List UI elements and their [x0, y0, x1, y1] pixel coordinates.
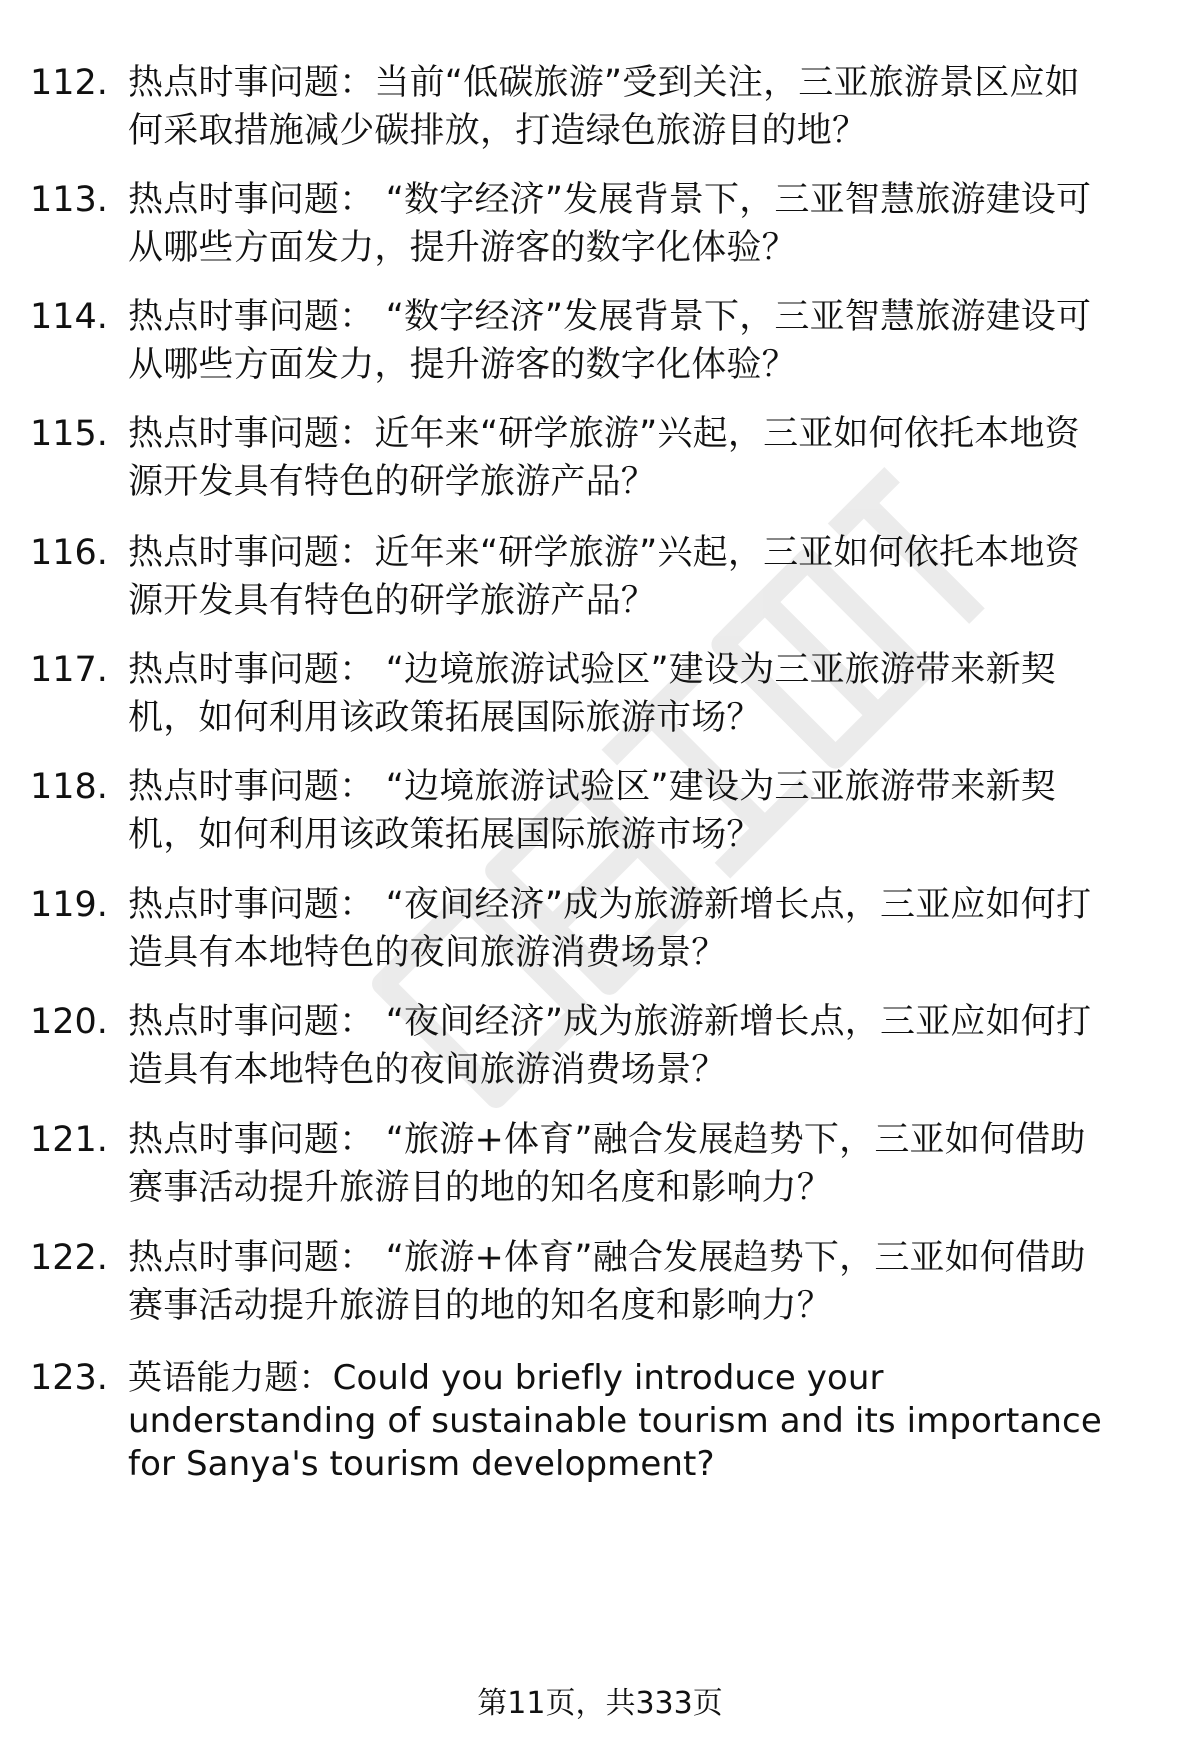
question-text-line: 热点时事问题：近年来“研学旅游”兴起，三亚如何依托本地资 — [128, 533, 1080, 573]
question-number: 120. — [30, 1002, 108, 1042]
question-text-line: 热点时事问题：近年来“研学旅游”兴起，三亚如何依托本地资 — [128, 414, 1080, 454]
question-text-line: 热点时事问题： “夜间经济”成为旅游新增长点，三亚应如何打 — [128, 1002, 1092, 1042]
question-text-line: 赛事活动提升旅游目的地的知名度和影响力？ — [128, 1286, 833, 1326]
question-text-line: 热点时事问题： “数字经济”发展背景下，三亚智慧旅游建设可 — [128, 180, 1092, 220]
question-text-line: 热点时事问题：当前“低碳旅游”受到关注，三亚旅游景区应如 — [128, 63, 1080, 103]
question-text-line: 造具有本地特色的夜间旅游消费场景？ — [128, 1050, 727, 1090]
question-text-line: 源开发具有特色的研学旅游产品？ — [128, 581, 657, 621]
question-number: 117. — [30, 650, 108, 690]
question-text-line: 热点时事问题： “旅游+体育”融合发展趋势下，三亚如何借助 — [128, 1120, 1086, 1160]
question-number: 116. — [30, 533, 108, 573]
question-text-line: 热点时事问题： “夜间经济”成为旅游新增长点，三亚应如何打 — [128, 885, 1092, 925]
question-number: 122. — [30, 1238, 108, 1278]
question-number: 115. — [30, 414, 108, 454]
question-number: 114. — [30, 297, 108, 337]
question-text-line: understanding of sustainable tourism and its importance — [128, 1401, 1102, 1441]
question-text-line: 从哪些方面发力，提升游客的数字化体验？ — [128, 228, 797, 268]
question-text-line: 机，如何利用该政策拓展国际旅游市场？ — [128, 815, 762, 855]
question-text-line: 何采取措施减少碳排放，打造绿色旅游目的地？ — [128, 111, 868, 151]
question-text-line: 热点时事问题： “数字经济”发展背景下，三亚智慧旅游建设可 — [128, 297, 1092, 337]
question-text-line: 造具有本地特色的夜间旅游消费场景？ — [128, 933, 727, 973]
question-number: 113. — [30, 180, 108, 220]
page-indicator: 第11页，共333页 — [477, 1686, 723, 1721]
question-text-line: 从哪些方面发力，提升游客的数字化体验？ — [128, 345, 797, 385]
question-text-line: for Sanya's tourism development? — [128, 1444, 715, 1484]
question-number: 123. — [30, 1358, 108, 1398]
question-text-line: 热点时事问题： “边境旅游试验区”建设为三亚旅游带来新契 — [128, 650, 1056, 690]
question-text-line: 机，如何利用该政策拓展国际旅游市场？ — [128, 698, 762, 738]
question-number: 119. — [30, 885, 108, 925]
question-text-line: 热点时事问题： “边境旅游试验区”建设为三亚旅游带来新契 — [128, 767, 1056, 807]
question-text-line: 源开发具有特色的研学旅游产品？ — [128, 462, 657, 502]
question-number: 121. — [30, 1120, 108, 1160]
question-text-line: 热点时事问题： “旅游+体育”融合发展趋势下，三亚如何借助 — [128, 1238, 1086, 1278]
question-number: 112. — [30, 63, 108, 103]
question-text-line: 赛事活动提升旅游目的地的知名度和影响力？ — [128, 1168, 833, 1208]
question-text-line: 英语能力题：Could you briefly introduce your — [128, 1358, 884, 1398]
question-number: 118. — [30, 767, 108, 807]
